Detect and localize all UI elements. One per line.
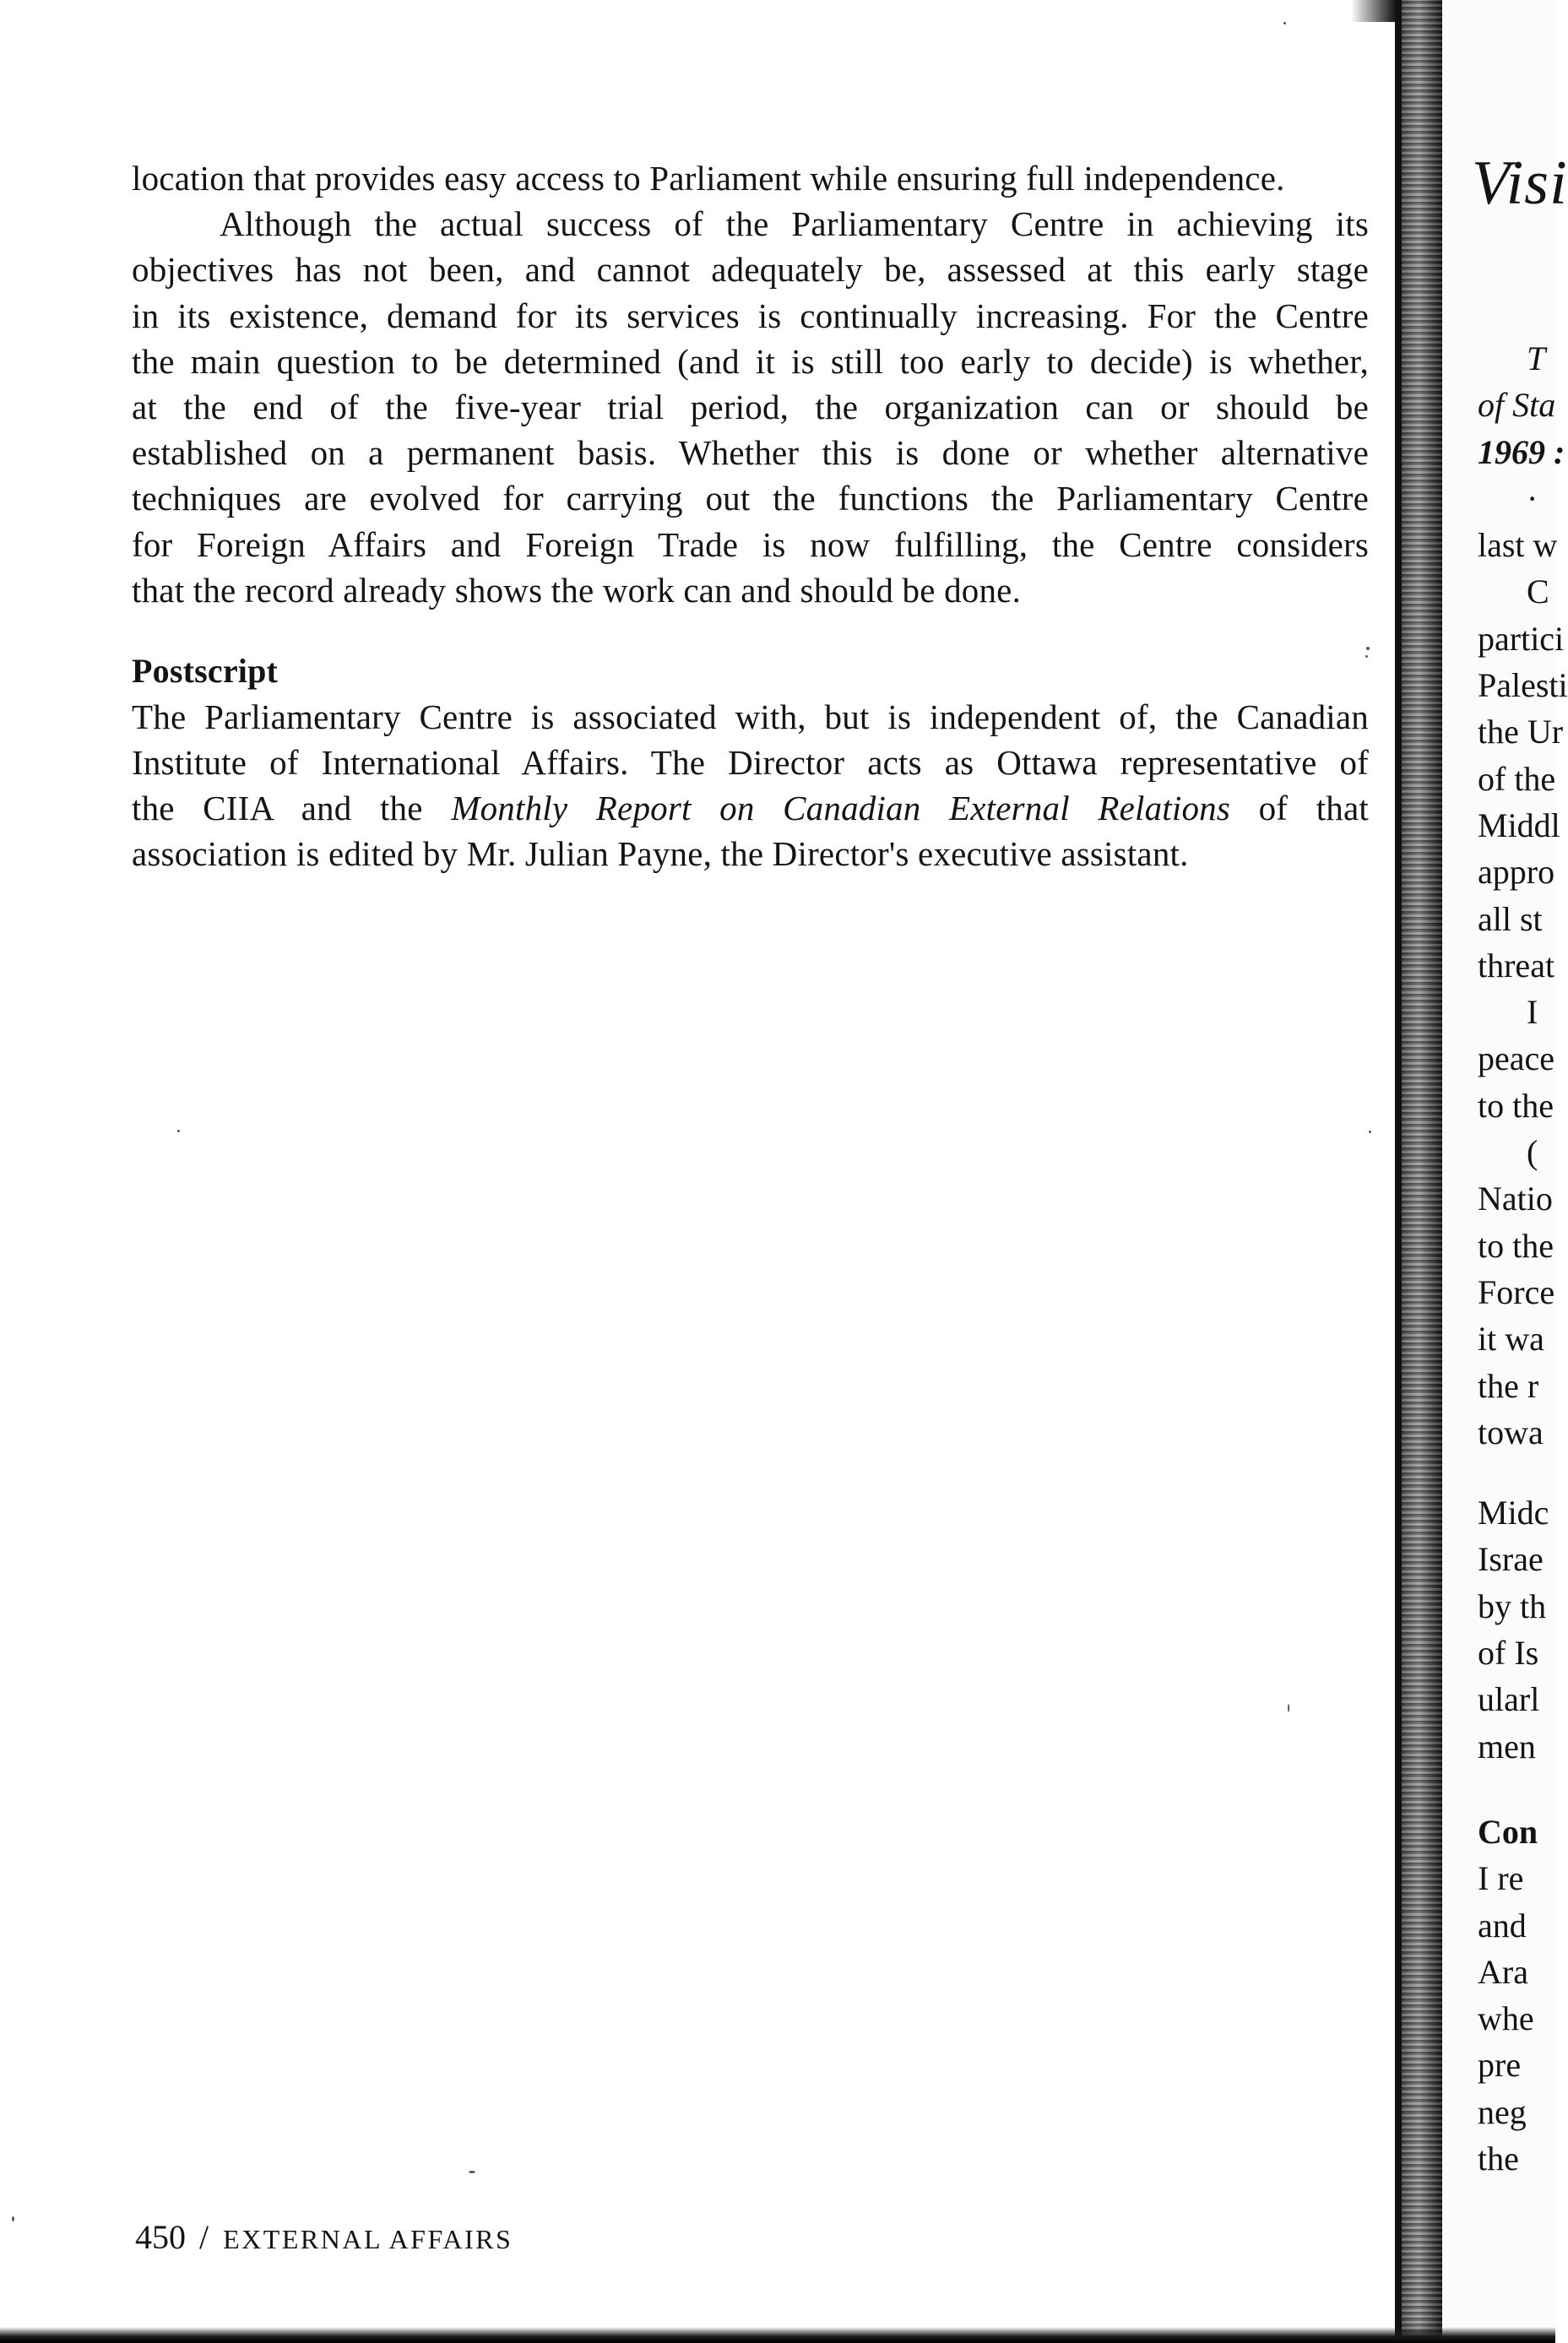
paragraph-postscript: [132, 694, 1369, 877]
left-page-text: [132, 155, 1369, 877]
scan-speck: [177, 1130, 180, 1132]
text-line: for Foreign Affairs and Foreign Trade is now fulfilling, the Centre considers: [132, 524, 1369, 564]
running-head: EXTERNAL AFFAIRS: [223, 2224, 513, 2254]
text-fragment: of Sta: [1478, 386, 1556, 425]
text-line: established on a permanent basis. Whether this is done or whether alternative: [132, 433, 1369, 473]
text-fragment: I re: [1478, 1859, 1524, 1898]
text-fragment: T: [1527, 339, 1546, 377]
text-line: the main question to be determined (and it is still too early to decide) is whether,: [132, 341, 1369, 381]
text-line: in its existence, demand for its services is continually increasing. For the Centre: [132, 296, 1369, 335]
text-fragment: the CIIA and the: [132, 789, 423, 828]
text-line: location that provides easy access to Parliament while ensuring full independence.: [132, 159, 1285, 198]
paragraph-gap: [1478, 1456, 1568, 1489]
page-footer: [135, 2217, 513, 2257]
text-fragment: by th: [1478, 1586, 1547, 1625]
text-fragment: (: [1527, 1133, 1538, 1172]
scan-speck: [1366, 647, 1370, 650]
text-fragment: whe: [1478, 1999, 1534, 2038]
text-line: at the end of the five-year trial period, the organization can or should be: [132, 387, 1369, 426]
book-gutter: [1395, 0, 1442, 2343]
text-fragment: Natio: [1478, 1180, 1553, 1218]
text-fragment: ularl: [1478, 1680, 1540, 1719]
text-line-mixed: [132, 785, 1369, 831]
text-fragment: of Is: [1478, 1634, 1539, 1673]
text-fragment: last w: [1478, 526, 1558, 565]
text-fragment: and: [1478, 1906, 1527, 1944]
text-fragment: men: [1478, 1727, 1536, 1765]
text-fragment: of the: [1478, 759, 1556, 798]
text-fragment: 1969 :: [1478, 432, 1565, 471]
text-fragment: towa: [1478, 1413, 1544, 1451]
paragraph-conclusion: [132, 155, 1369, 613]
text-fragment: C: [1527, 572, 1549, 611]
text-line: association is edited by Mr. Julian Payne, the Director's executive assistant.: [132, 834, 1189, 874]
text-fragment: of that: [1258, 789, 1369, 828]
right-page-title: Visi: [1472, 149, 1568, 218]
paragraph-gap: [1478, 1770, 1568, 1809]
scan-speck: [1369, 1131, 1371, 1133]
scan-shadow-bottom: [0, 2327, 1555, 2343]
text-fragment: peace: [1478, 1039, 1555, 1078]
scan-speck: [469, 2171, 475, 2173]
text-fragment: it wa: [1478, 1320, 1544, 1359]
text-fragment: Midc: [1478, 1494, 1549, 1532]
text-fragment: Ara: [1478, 1952, 1528, 1991]
page-number: 450: [135, 2218, 186, 2256]
text-fragment: Con: [1478, 1812, 1538, 1851]
text-fragment: Palesti: [1478, 666, 1568, 705]
text-fragment: all st: [1478, 899, 1543, 938]
text-line: The Parliamentary Centre is associated with, but is independent of, the Canadian: [132, 697, 1369, 736]
text-fragment: I: [1527, 993, 1538, 1032]
text-fragment: the Ur: [1478, 713, 1564, 751]
text-fragment: threat: [1478, 946, 1555, 984]
footer-separator: /: [199, 2218, 210, 2256]
text-fragment: pre: [1478, 2046, 1522, 2085]
postscript-heading: Postscript: [132, 651, 279, 690]
text-line: that the record already shows the work can and should be done.: [132, 570, 1022, 610]
scan-speck: [1288, 1704, 1289, 1712]
text-fragment: neg: [1478, 2092, 1527, 2131]
text-fragment: ·: [1527, 479, 1538, 518]
scan-speck: [1283, 22, 1286, 24]
text-line: Institute of International Affairs. The Director acts as Ottawa representative of: [132, 743, 1369, 783]
text-fragment: to the: [1478, 1086, 1554, 1125]
right-page-fragment: [1442, 0, 1568, 2343]
right-page-text: [1478, 335, 1568, 2182]
scan-speck: [1365, 655, 1368, 658]
scan-speck: [12, 2216, 14, 2221]
text-fragment: Israe: [1478, 1540, 1544, 1579]
text-line: Although the actual success of the Parliamentary Centre in achieving its: [220, 204, 1369, 244]
text-fragment: appro: [1478, 853, 1555, 892]
text-fragment: to the: [1478, 1226, 1554, 1265]
publication-title: Monthly Report on Canadian External Relations: [451, 789, 1231, 828]
gutter-shadow: [1395, 0, 1402, 2343]
text-line: objectives has not been, and cannot adequately be, assessed at this early stage: [132, 250, 1369, 290]
text-line: techniques are evolved for carrying out the functions the Parliamentary Centre: [132, 479, 1369, 518]
text-fragment: Force: [1478, 1272, 1555, 1311]
text-fragment: Middl: [1478, 805, 1560, 844]
text-fragment: the: [1478, 2139, 1519, 2178]
text-fragment: the r: [1478, 1366, 1539, 1405]
text-fragment: partici: [1478, 619, 1565, 658]
